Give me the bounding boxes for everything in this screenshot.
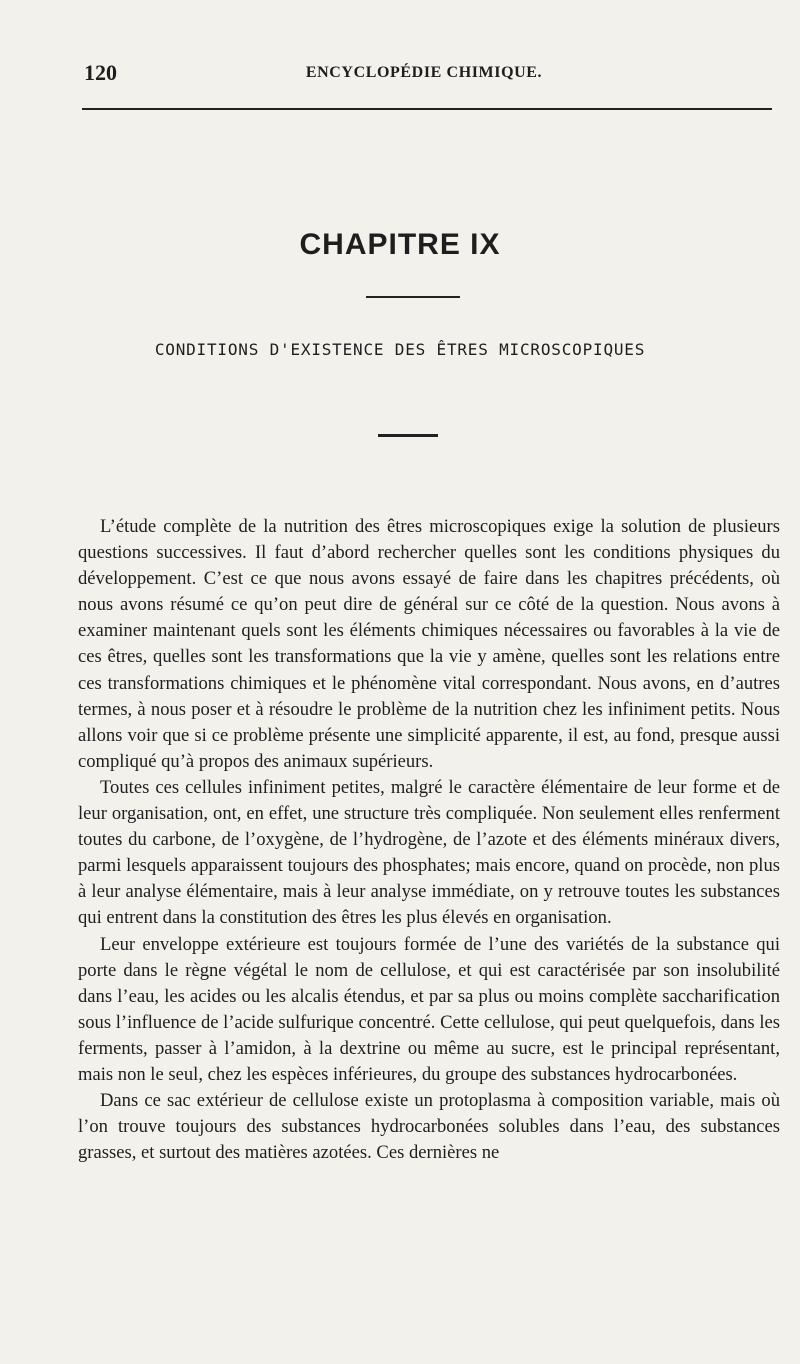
chapter-title: CHAPITRE IX	[299, 228, 501, 261]
subtitle-divider	[378, 434, 438, 437]
paragraph: Leur enveloppe extérieure est toujours formée de l’une des variétés de la substance qui porte dans le règne végétal le nom de cellulose, et qui est caractérisée par son insolubilité dans l’eau, les acides ou les alcalis étendus, et par sa plus ou moins complète saccharification sous l’influence de l’acide sulfurique concentré. Cette cellulose, qui peut quelquefois, dans les ferments, passer à l’amidon, à la dextrine ou même au sucre, est le principal représentant, mais non le seul, chez les espèces inférieures, du groupe des substances hydrocarbonées.	[78, 933, 780, 1085]
running-head	[78, 58, 770, 88]
paragraph: Toutes ces cellules infiniment petites, malgré le caractère élémentaire de leur forme et de leur organisation, ont, en effet, une structure très compliquée. Non seulement elles renferment toutes du carbone, de l’oxygène, de l’hydrogène, de l’azote et des éléments minéraux divers, parmi lesquels apparaissent toujours des phosphates; mais encore, quand on procède, non plus à leur analyse élémentaire, mais à leur analyse immédiate, on y retrouve toutes les substances qui entrent dans la constitution des êtres les plus élevés en organisation.	[78, 776, 780, 929]
title-divider	[366, 296, 460, 298]
chapter-subtitle: CONDITIONS D'EXISTENCE DES ÊTRES MICROSCOPIQUES	[154, 340, 646, 359]
header-rule	[82, 108, 772, 110]
body-text	[78, 514, 780, 1166]
page-number: 120	[84, 60, 117, 85]
paragraph: Dans ce sac extérieur de cellulose existe un protoplasma à composition variable, mais où l’on trouve toujours des substances hydrocarbonées solubles dans l’eau, des substances grasses, et surtout des matières azotées. Ces dernières ne	[78, 1090, 780, 1164]
running-title: ENCYCLOPÉDIE CHIMIQUE.	[305, 64, 543, 81]
paragraph: L’étude complète de la nutrition des êtres microscopiques exige la solution de plusieurs questions successives. Il faut d’abord rechercher quelles sont les conditions physiques du développement. C’est ce que nous avons essayé de faire dans les chapitres précédents, où nous avons résumé ce qu’on peut dire de général sur ce côté de la question. Nous avons à examiner maintenant quels sont les éléments chimiques nécessaires ou favorables à la vie de ces êtres, quelles sont les transformations que la vie y amène, quelles sont les relations entre ces transformations chimiques et le phénomène vital correspondant. Nous avons, en d’autres termes, à nous poser et à résoudre le problème de la nutrition chez les infiniment petits. Nous allons voir que si ce problème présente une simplicité apparente, il est, au fond, presque aussi compliqué qu’à propos des animaux supérieurs.	[78, 516, 780, 772]
